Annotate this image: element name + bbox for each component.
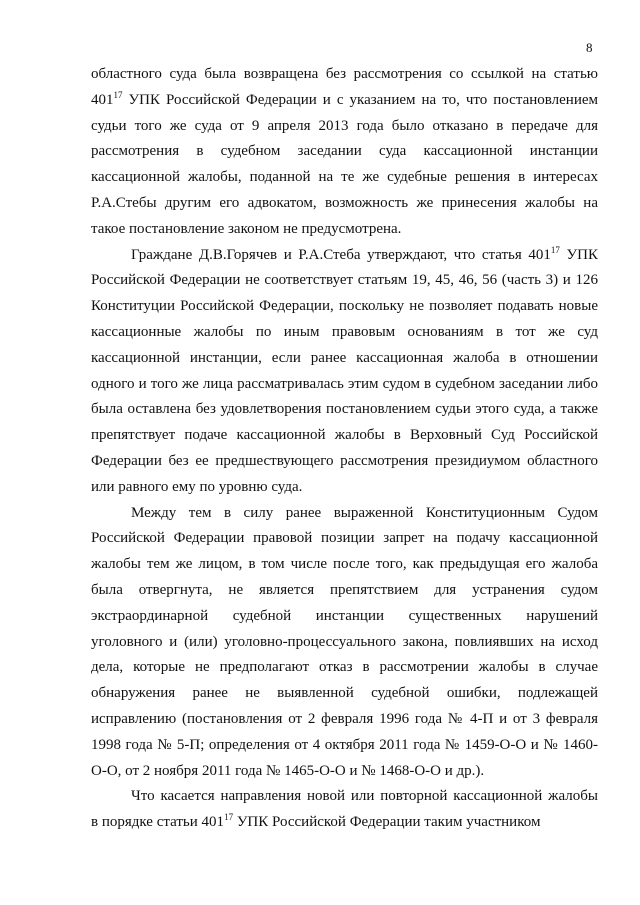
text-line: Конституции Российской Федерации, поскольку не позволяет подавать новые (91, 298, 598, 315)
article-superscript: 17 (550, 244, 560, 255)
text-line: такое постановление законом не предусмотрена. (91, 220, 402, 237)
text-line: судьи того же суда от 9 апреля 2013 года было отказано в передаче для (91, 117, 598, 134)
text-line: препятствует подаче кассационной жалобы в Верховный Суд Российской (91, 427, 598, 444)
text-line: экстраординарной судебной инстанции существенных нарушений (91, 607, 598, 624)
text-line: дела, которые не предполагают отказ в рассмотрении жалобы в случае (91, 659, 598, 676)
text-line: Федерации без ее предшествующего рассмотрения президиумом областного (91, 452, 598, 469)
text-line: 1998 года № 5-П; определения от 4 октября 2011 года № 1459-О-О и № 1460- (91, 736, 598, 753)
text-line: Российской Федерации правовой позиции запрет на подачу кассационной (91, 530, 598, 547)
text-line: одного и того же лица рассматривалась этим судом в судебном заседании либо (91, 375, 598, 392)
text-line: областного суда была возвращена без рассмотрения со ссылкой на статью (91, 66, 598, 82)
article-superscript: 17 (113, 89, 123, 100)
text-line: жалобы тем же лицом, в том числе после того, как предыдущая его жалоба (91, 556, 598, 573)
text-line: или равного ему по уровню суда. (91, 478, 303, 495)
text-line: обнаружения ранее не выявленной судебной ошибки, подлежащей (91, 685, 598, 702)
paragraph-return-notice (91, 62, 598, 243)
document-body (91, 62, 598, 836)
text-line: в порядке статьи $401^{17}$ УПК Российской Федерации таким участником (91, 812, 541, 831)
text-line: была оставлена без удовлетворения постановлением судьи этого суда, а также (91, 401, 598, 418)
text-line: исправлению (постановления от 2 февраля 1996 года № 4-П и от 3 февраля (91, 710, 598, 727)
text-line: Что касается направления новой или повторной кассационной жалобы (131, 788, 598, 805)
paragraph-court-position (91, 501, 598, 785)
text-line: уголовного и (или) уголовно-процессуального закона, повлиявших на исход (91, 633, 598, 650)
text-line: О-О, от 2 ноября 2011 года № 1465-О-О и № 1468-О-О и др.). (91, 762, 485, 779)
page-number: 8 (586, 40, 593, 55)
text-line: кассационные жалобы по иным правовым основаниям в тот же суд (91, 323, 598, 340)
text-line: $401^{17}$ УПК Российской Федерации и с указанием на то, что постановлением (91, 89, 598, 108)
paragraph-new-complaint (91, 784, 598, 836)
text-line: Между тем в силу ранее выраженной Конституционным Судом (131, 504, 598, 521)
article-superscript: 17 (224, 812, 234, 823)
text-line: Российской Федерации не соответствует статьям 19, 45, 46, 56 (часть 3) и 126 (91, 272, 598, 289)
paragraph-applicants-claim (91, 243, 598, 501)
text-line: была отвергнута, не является препятствием для устранения судом (91, 581, 598, 598)
text-line: кассационной жалобы, поданной на те же судебные решения в интересах (91, 169, 598, 186)
text-line: Р.А.Стебы другим его адвокатом, возможность же принесения жалобы на (91, 194, 598, 211)
text-line: рассмотрения в судебном заседании суда кассационной инстанции (91, 143, 598, 160)
text-line: кассационной инстанции, если ранее кассационная жалоба в отношении (91, 349, 598, 366)
text-line: Граждане Д.В.Горячев и Р.А.Стеба утверждают, что статья $401^{17}$ УПК (131, 244, 598, 263)
